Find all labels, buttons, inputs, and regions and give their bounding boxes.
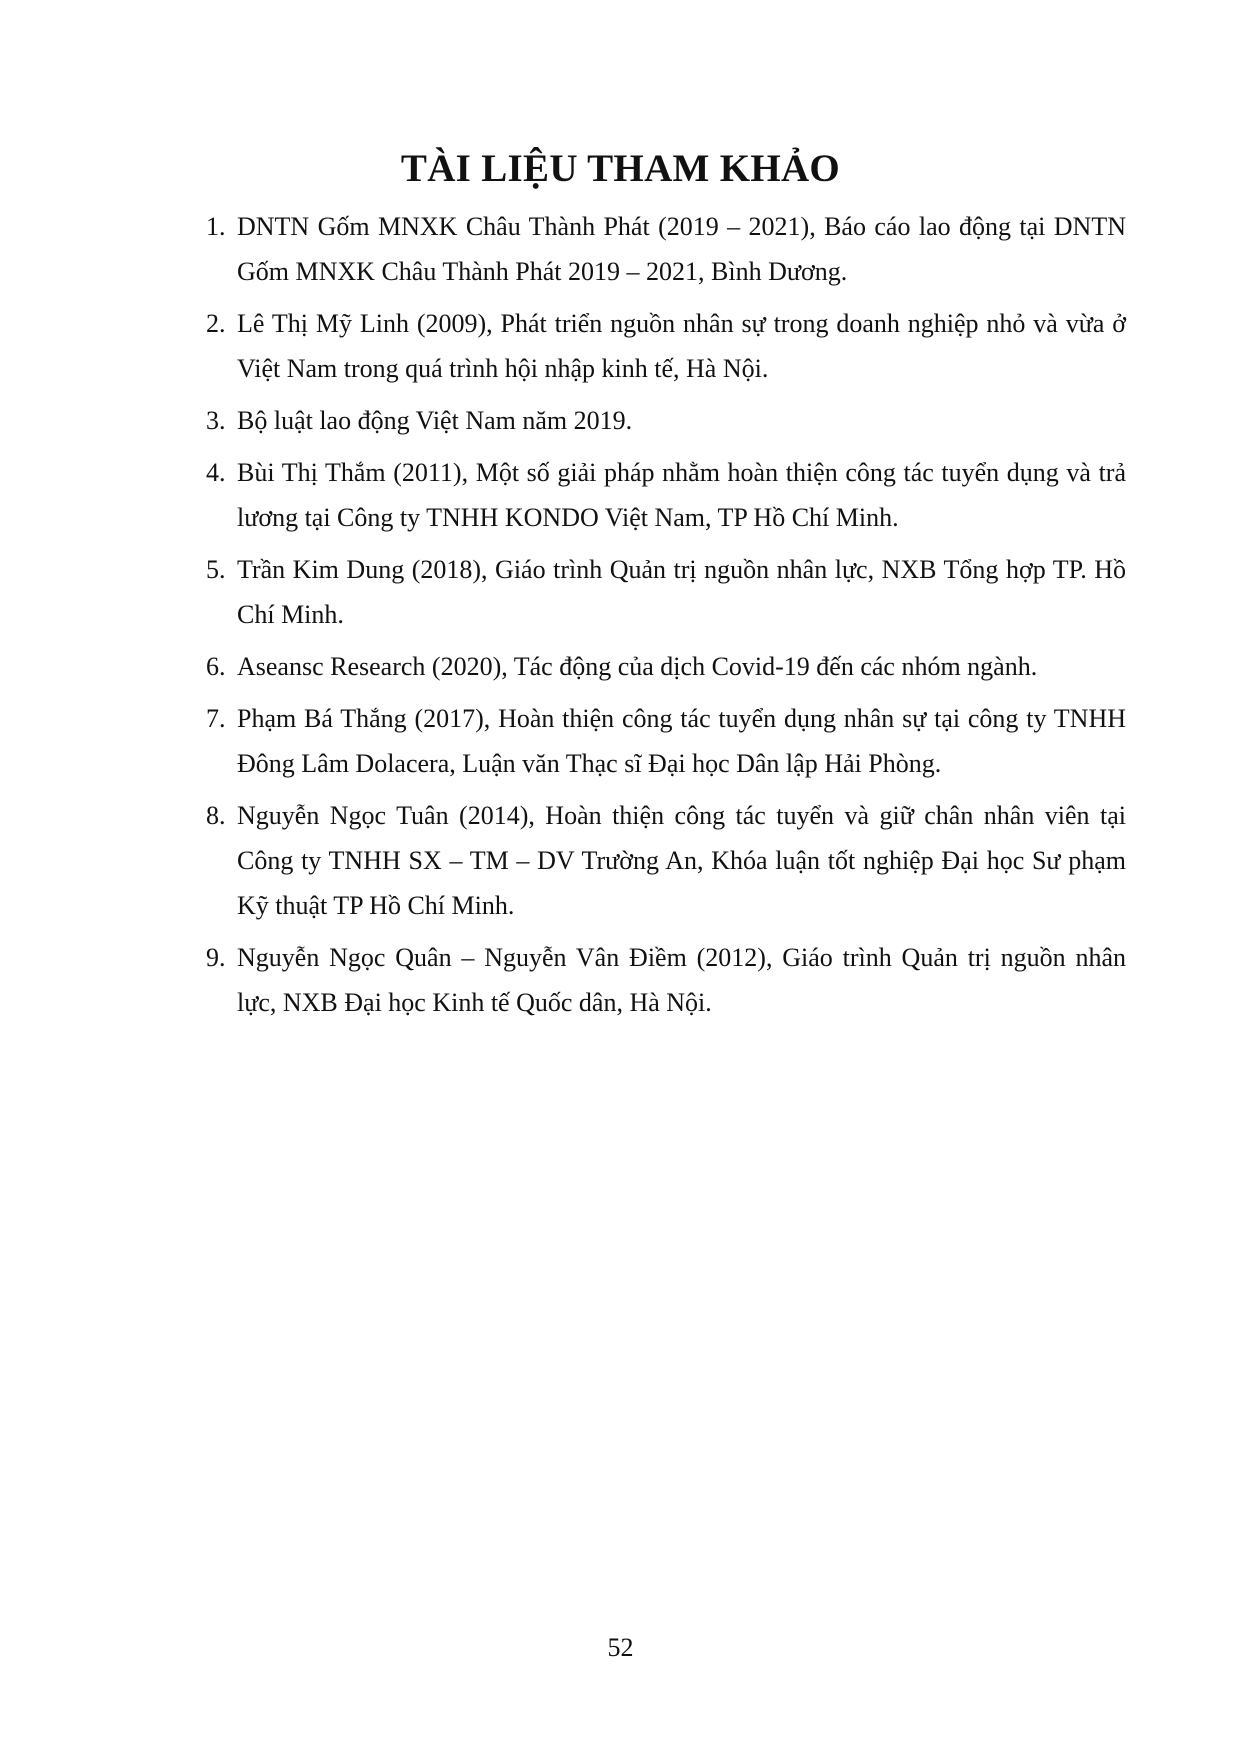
- reference-item: [206, 547, 1126, 637]
- reference-text: DNTN Gốm MNXK Châu Thành Phát (2019 – 2021), Báo cáo lao động tại DNTN Gốm MNXK Châu Thành Phát 2019 – 2021, Bình Dương.: [237, 212, 1126, 286]
- reference-number: 2.: [206, 309, 226, 338]
- reference-item: [206, 301, 1126, 391]
- reference-number: 9.: [206, 943, 226, 972]
- reference-item: [206, 935, 1126, 1025]
- reference-list: [206, 204, 1126, 1032]
- reference-text: Nguyễn Ngọc Tuân (2014), Hoàn thiện công tác tuyển và giữ chân nhân viên tại Công ty TNHH SX – TM – DV Trường An, Khóa luận tốt nghiệp Đại học Sư phạm Kỹ thuật TP Hồ Chí Minh.: [237, 801, 1126, 920]
- reference-item: [206, 644, 1126, 689]
- reference-item: [206, 204, 1126, 294]
- reference-number: 1.: [206, 212, 226, 241]
- reference-number: 5.: [206, 555, 226, 584]
- reference-text: Phạm Bá Thắng (2017), Hoàn thiện công tác tuyển dụng nhân sự tại công ty TNHH Đông Lâm Dolacera, Luận văn Thạc sĩ Đại học Dân lập Hải Phòng.: [237, 704, 1126, 778]
- reference-text: Bùi Thị Thắm (2011), Một số giải pháp nhằm hoàn thiện công tác tuyển dụng và trả lương tại Công ty TNHH KONDO Việt Nam, TP Hồ Chí Minh.: [237, 458, 1126, 532]
- reference-item: [206, 398, 1126, 443]
- page-number: 52: [607, 1633, 634, 1662]
- reference-text: Nguyễn Ngọc Quân – Nguyễn Vân Điềm (2012), Giáo trình Quản trị nguồn nhân lực, NXB Đại học Kinh tế Quốc dân, Hà Nội.: [237, 943, 1126, 1017]
- reference-text: Trần Kim Dung (2018), Giáo trình Quản trị nguồn nhân lực, NXB Tổng hợp TP. Hồ Chí Minh.: [237, 555, 1126, 629]
- reference-number: 7.: [206, 704, 226, 733]
- reference-item: [206, 450, 1126, 540]
- reference-text: Aseansc Research (2020), Tác động của dịch Covid-19 đến các nhóm ngành.: [237, 652, 1038, 681]
- reference-text: Bộ luật lao động Việt Nam năm 2019.: [237, 406, 633, 435]
- page-title: TÀI LIỆU THAM KHẢO: [400, 147, 841, 190]
- reference-number: 4.: [206, 458, 226, 487]
- reference-item: [206, 793, 1126, 928]
- reference-item: [206, 696, 1126, 786]
- reference-number: 8.: [206, 801, 226, 830]
- reference-number: 6.: [206, 652, 226, 681]
- reference-number: 3.: [206, 406, 226, 435]
- reference-text: Lê Thị Mỹ Linh (2009), Phát triển nguồn nhân sự trong doanh nghiệp nhỏ và vừa ở Việt Nam trong quá trình hội nhập kinh tế, Hà Nội.: [237, 309, 1126, 383]
